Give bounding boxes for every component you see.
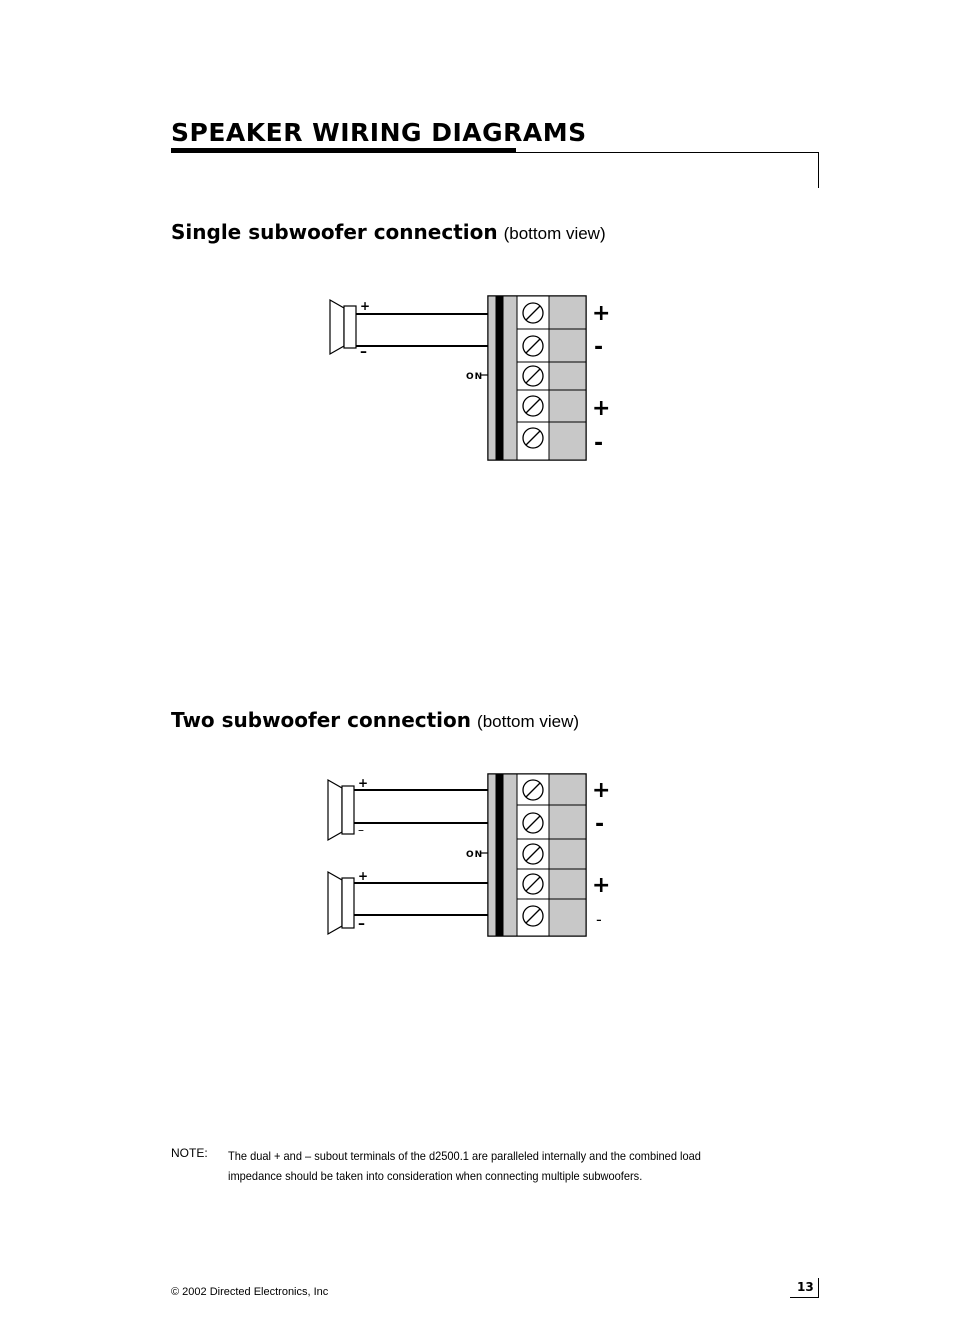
terminal-block [488,296,586,460]
note-text: The dual + and – subout terminals of the d2500.1 are paralleled internally and the combined load impedance should be taken into consideration when connecting multiple subwoofers. [228,1149,701,1183]
terminal-label-1: + [592,778,611,803]
section-subheading: (bottom view) [477,712,580,731]
title-underline-thick [171,148,516,153]
title-underline-thin [516,152,819,153]
terminal-label-4: + [592,873,611,898]
speaker-plus-label: + [360,299,371,313]
terminal-4 [517,390,586,422]
terminal-screws [517,774,586,936]
note-label: NOTE: [171,1146,208,1160]
page-number-rule [818,1278,819,1298]
page-title: SPEAKER WIRING DIAGRAMS [171,118,587,147]
single-subwoofer-diagram [320,290,620,470]
section-heading-text: Single subwoofer connection [171,220,498,244]
terminal-label-5: - [594,431,604,456]
terminal-label-2: - [594,335,604,360]
title-rule-right [818,152,819,188]
switch-on-label: ON [466,850,484,860]
terminal-2 [517,805,586,839]
terminal-1 [517,774,586,805]
terminal-label-2: - [595,812,605,837]
terminal-4 [517,869,586,899]
terminal-label-1: + [592,301,611,326]
section-heading-single [171,220,606,244]
terminal-label-5: - [596,910,602,929]
terminal-1 [517,296,586,329]
speaker-minus-label: – [360,344,367,360]
page-number: 13 [797,1280,814,1294]
section-heading-text: Two subwoofer connection [171,708,472,732]
speaker-1-plus-label: + [358,776,369,790]
footer-copyright: © 2002 Directed Electronics, Inc [171,1286,329,1298]
terminal-block [488,774,586,936]
speaker-1-minus-label: – [358,823,364,837]
terminal-5 [517,899,586,936]
two-subwoofer-diagram [320,768,620,948]
speaker-2-minus-label: – [358,916,365,932]
speaker-2-plus-label: + [358,869,369,883]
subwoofer-speaker-2 [328,872,354,934]
section-heading-two [171,708,579,732]
terminal-5 [517,422,586,460]
page-number-underline [790,1297,819,1298]
terminal-3 [517,362,586,390]
switch-on-label: ON [466,372,484,382]
section-subheading: (bottom view) [503,224,606,243]
terminal-3 [517,839,586,869]
terminal-screws [517,296,586,460]
subwoofer-speaker [330,300,356,354]
terminal-2 [517,329,586,362]
terminal-label-4: + [592,396,611,421]
subwoofer-speaker-1 [328,780,354,840]
